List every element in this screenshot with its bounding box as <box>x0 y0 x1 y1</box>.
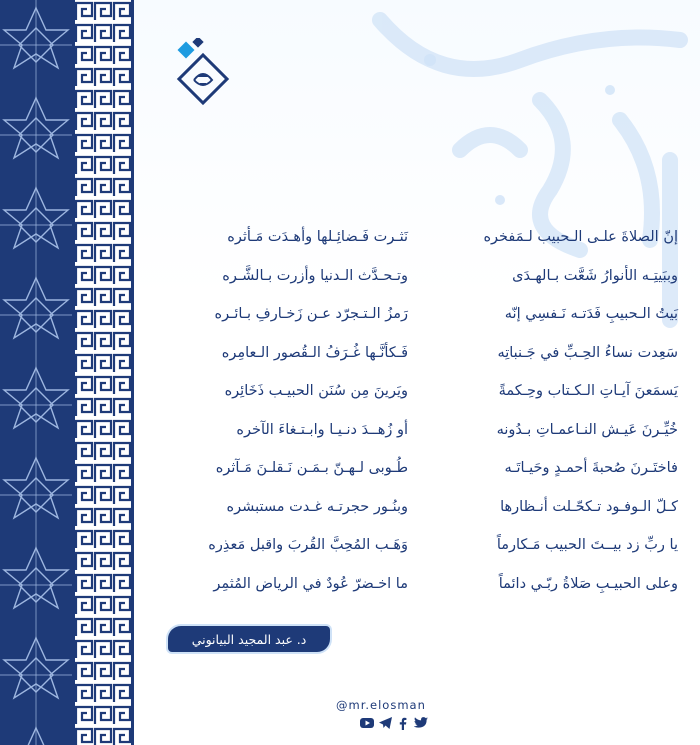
poem-row <box>158 334 678 373</box>
youtube-icon[interactable] <box>360 716 374 730</box>
poem-row <box>158 372 678 411</box>
verse-left: وتـحـدَّث الـدنيا وأزرت بـالشَّـره <box>222 267 408 284</box>
author-badge <box>168 626 330 652</box>
logo-icon <box>172 38 242 108</box>
verse-right: سَعِدت نساءُ الحِـبِّ في جَـنباتِه <box>497 344 678 361</box>
verse-right: خُيِّـرنَ عَيـش النـاعمـاتِ بـدُونه <box>496 421 678 438</box>
poem-row <box>158 488 678 527</box>
verse-left: وَهَـب المُحِبَّ القُربَ واقبل مَعذِره <box>208 537 408 554</box>
verse-right: إنّ الصلاةَ علـى الـحبيب لـمَفخره <box>483 229 678 246</box>
telegram-icon[interactable] <box>378 716 392 730</box>
twitter-icon[interactable] <box>414 716 428 730</box>
verse-left: وبنُـور حجرتـه غـدت مستبشره <box>226 498 408 515</box>
verse-left: ما اخـضرّ عُودٌ في الرياض المُثمِر <box>213 575 408 592</box>
verse-right: يَسمَعنَ آيـاتِ الـكـتاب وحِـكمةً <box>498 383 678 400</box>
verse-left: فَـكأنَّـها غُـرَفُ الـقُصور الـعامِره <box>221 344 408 361</box>
poem-row <box>158 218 678 257</box>
poem-row <box>158 526 678 565</box>
verse-right: فاختَـرنَ صُحبةَ أحمـدٍ وحَيـاتَـه <box>504 460 678 477</box>
verse-left: نَثـرت فَـضائِـلها وأهـدَت مَـأثره <box>227 229 408 246</box>
poem-row <box>158 295 678 334</box>
poem-row <box>158 449 678 488</box>
verse-left: طُـوبى لـهـنّ بـمَـن نَـقلـنَ مَـآثره <box>215 460 408 477</box>
geometric-pattern <box>0 0 72 745</box>
verse-left: أو زُهــدَ دنـيـا وابـتـغاءَ الآخره <box>236 421 408 438</box>
social-icons <box>360 716 428 730</box>
verse-right: كـلّ الـوفـود تـكحّـلت أنـظارها <box>500 498 678 515</box>
poem <box>158 218 678 603</box>
poem-row <box>158 565 678 604</box>
verse-right: وببَيتِـه الأنوارُ شَعَّت بـالهـدَى <box>512 267 678 284</box>
facebook-icon[interactable] <box>396 716 410 730</box>
verse-left: ويَرينَ مِن سُنَن الحبيـب ذَخَائِره <box>224 383 408 400</box>
verse-right: وعلى الحبيـبِ صَلاةُ ربّـي دائماً <box>498 575 678 592</box>
social-handle: @mr.elosman <box>336 698 426 712</box>
greek-key-border <box>72 0 134 745</box>
poem-row <box>158 411 678 450</box>
verse-right: يا ربِّ زد بيــتَ الحبيب مَـكارماً <box>496 537 678 554</box>
poem-row <box>158 257 678 296</box>
verse-left: رَمزُ الـتـجرّد عـن زَخـارفِ بـائـره <box>214 306 408 323</box>
verse-right: بَيتُ الـحبيبِ فَدَتـه نَـفسِي إنّه <box>504 306 678 323</box>
author-name: د. عبد المجيد البيانوني <box>191 631 307 647</box>
